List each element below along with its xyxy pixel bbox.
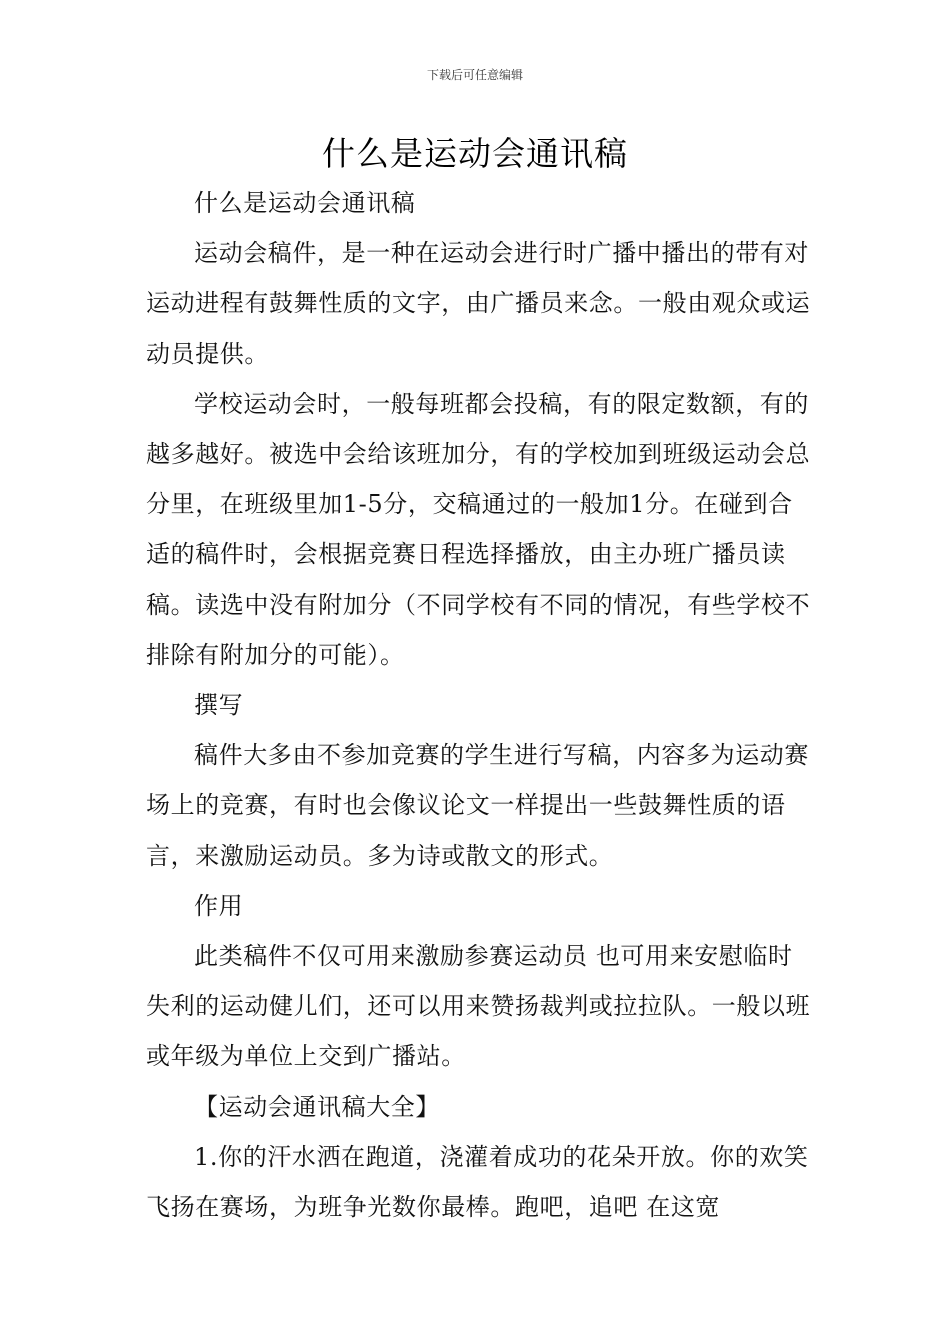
paragraph: 1.你的汗水洒在跑道，浇灌着成功的花朵开放。你的欢笑飞扬在赛场，为班争光数你最棒。跑吧，追吧 在这宽 — [146, 1142, 809, 1222]
paragraph: 此类稿件不仅可用来激励参赛运动员 也可用来安慰临时失利的运动健儿们，还可以用来赞扬裁判或拉拉队。一般以班或年级为单位上交到广播站。 — [146, 942, 811, 1071]
paragraph: 运动会稿件，是一种在运动会进行时广播中播出的带有对运动进程有鼓舞性质的文字，由广播员来念。一般由观众或运动员提供。 — [146, 239, 811, 368]
section-heading-writing: 撰写 — [194, 691, 244, 720]
paragraph: 什么是运动会通讯稿 — [194, 189, 416, 217]
section-heading-purpose: 作用 — [194, 891, 244, 920]
document-title: 什么是运动会通讯稿 — [322, 134, 628, 173]
section-heading-collection: 【运动会通讯稿大全】 — [194, 1092, 440, 1121]
header-note: 下载后可任意编辑 — [426, 68, 523, 82]
paragraph: 稿件大多由不参加竞赛的学生进行写稿，内容多为运动赛场上的竞赛，有时也会像议论文一样提出一些鼓舞性质的语言，来激励运动员。多为诗或散文的形式。 — [146, 741, 809, 870]
document-body — [146, 178, 814, 1232]
paragraph: 学校运动会时，一般每班都会投稿，有的限定数额，有的越多越好。被选中会给该班加分，有的学校加到班级运动会总分里，在班级里加1-5分，交稿通过的一般加1分。在碰到合适的稿件时，会根据竞赛日程选择播放，由主办班广播员读稿。读选中没有附加分（不同学校有不同的情况，有些学校不排除有附加分的可能）。 — [146, 389, 811, 669]
